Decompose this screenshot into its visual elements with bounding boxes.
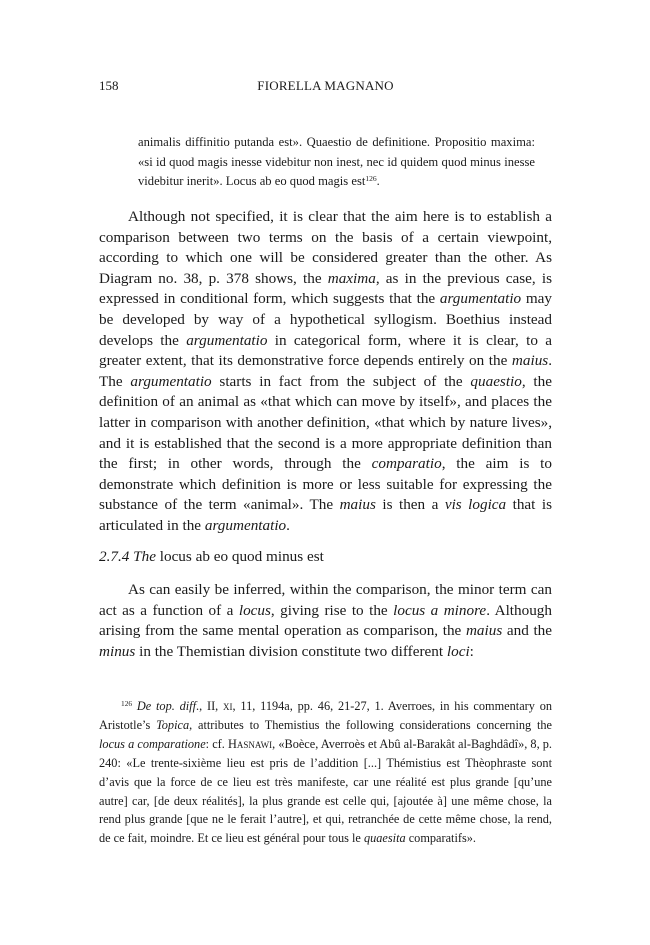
italic-term: De top. diff <box>136 699 197 713</box>
text-run: As can easily be inferred, within the comparison, the minor term can act as a function of a <box>99 581 552 619</box>
italic-term: minus <box>99 642 136 660</box>
text-run: starts in fact from the subject of the <box>211 372 471 390</box>
italic-term: argumentatio <box>130 372 212 390</box>
text-run: comparatifs». <box>405 831 476 846</box>
text-run: , attributes to Themistius the following considerations concerning the <box>189 717 552 732</box>
block-quote <box>138 133 535 192</box>
text-run: Although not specified, it is clear that the aim here is to establish a comparison between two terms on the basis of a certain viewpoint, according to which one will be considered greater than the other. As Diagram no. 38, p. 378 shows, the <box>99 208 552 287</box>
paragraph <box>99 207 552 537</box>
text-run: , the aim is to demonstrate which definition is more or less suitable for expressing the substance of the term «animal». The <box>99 455 552 514</box>
italic-term: maius <box>511 352 549 370</box>
running-title: FIORELLA MAGNANO <box>257 78 394 93</box>
italic-term: maius <box>465 622 503 640</box>
section-heading <box>99 548 552 566</box>
italic-term: locus a minore <box>393 601 487 619</box>
italic-term: loci <box>446 642 470 660</box>
small-caps-author: Hasnawi <box>227 736 273 751</box>
text-run: in the Themistian division constitute two different <box>135 642 447 660</box>
text-run: may be developed by way of a hypothetical syllogism. Boethius instead develops the <box>99 290 552 349</box>
text-run: ., II, <box>196 699 224 713</box>
text-run: , 11, 1194a, pp. 46, 21-27, 1. Averroes, in his commentary on Aristotle’s <box>99 699 552 732</box>
text-run: that is articulated in the <box>99 496 552 534</box>
running-head <box>99 78 552 96</box>
text-run: , as in the previous case, is expressed in conditional form, which suggests that the <box>99 269 552 308</box>
text-run: , the definition of an animal as «that which can move by itself», and places the latter in comparison with another definition, «that which by nature lives», and it is established that the second is a more appropriate definition than the first; in other words, through the <box>99 372 552 473</box>
text-run: . The <box>99 352 552 390</box>
paragraph <box>99 580 552 662</box>
quote-text-end: . <box>376 174 380 188</box>
italic-term: locus <box>238 601 271 619</box>
text-run: . <box>286 516 290 534</box>
text-run: in categorical form, where it is clear, to a greater extent, that its demonstrative force depends entirely on the <box>99 331 552 370</box>
section-heading-title: locus ab eo quod minus est <box>155 548 324 565</box>
section-heading-word: The <box>133 548 156 565</box>
italic-term: argumentatio <box>186 331 268 349</box>
section-number: 2.7.4 <box>99 548 130 565</box>
page-number: 158 <box>99 78 119 93</box>
footnote-number: 126 <box>121 698 133 708</box>
text-run: , «Boèce, Averroès et Abû al-Barakât al-Baghdâdî», 8, p. 240: «Le trente-sixième lieu est pris de l’addition [...] Thémistius est Thèophraste sont d’avis que la force de ce lieu est très manifeste, car une réalité est plus grande [qu’une autre] car, [de deux réalités], la plus grande est celle qui, [ajoutée à] une même chose, la rend plus grande [que ne le ferait l’autre], et qui, retranchée de cette même chose, la rend, de ce fait, moindre. Et ce lieu est général pour tous le <box>99 736 553 846</box>
text-run: is then a <box>375 496 445 514</box>
text-run: : <box>469 642 474 660</box>
italic-term: quaestio <box>470 372 522 390</box>
text-run: and the <box>502 622 552 640</box>
italic-term: argumentatio <box>439 290 522 308</box>
footnote <box>99 697 552 848</box>
text-run: : cf. <box>205 736 228 751</box>
italic-term: Topica <box>156 717 190 732</box>
footnote-reference[interactable]: 126 <box>365 173 377 183</box>
italic-term: argumentatio <box>204 516 287 534</box>
italic-term: maxima <box>327 269 376 287</box>
text-run: , giving rise to the <box>270 601 394 619</box>
italic-term: maius <box>339 496 376 514</box>
quote-text: animalis diffinitio putanda est». Quaestio de definitione. Propositio maxima: «si id quod magis inesse videbitur non inest, nec id quidem quod minus inesse videbitur inerit». Locus ab eo quod magis est <box>138 135 535 188</box>
italic-term: comparatio <box>371 455 442 473</box>
text-run: . Although arising from the same mental operation as comparison, the <box>99 601 552 640</box>
italic-term: vis logica <box>444 496 507 514</box>
italic-term: locus a comparatione <box>99 736 206 751</box>
small-caps-text: xi <box>223 699 233 713</box>
italic-term: quaesita <box>363 831 406 846</box>
